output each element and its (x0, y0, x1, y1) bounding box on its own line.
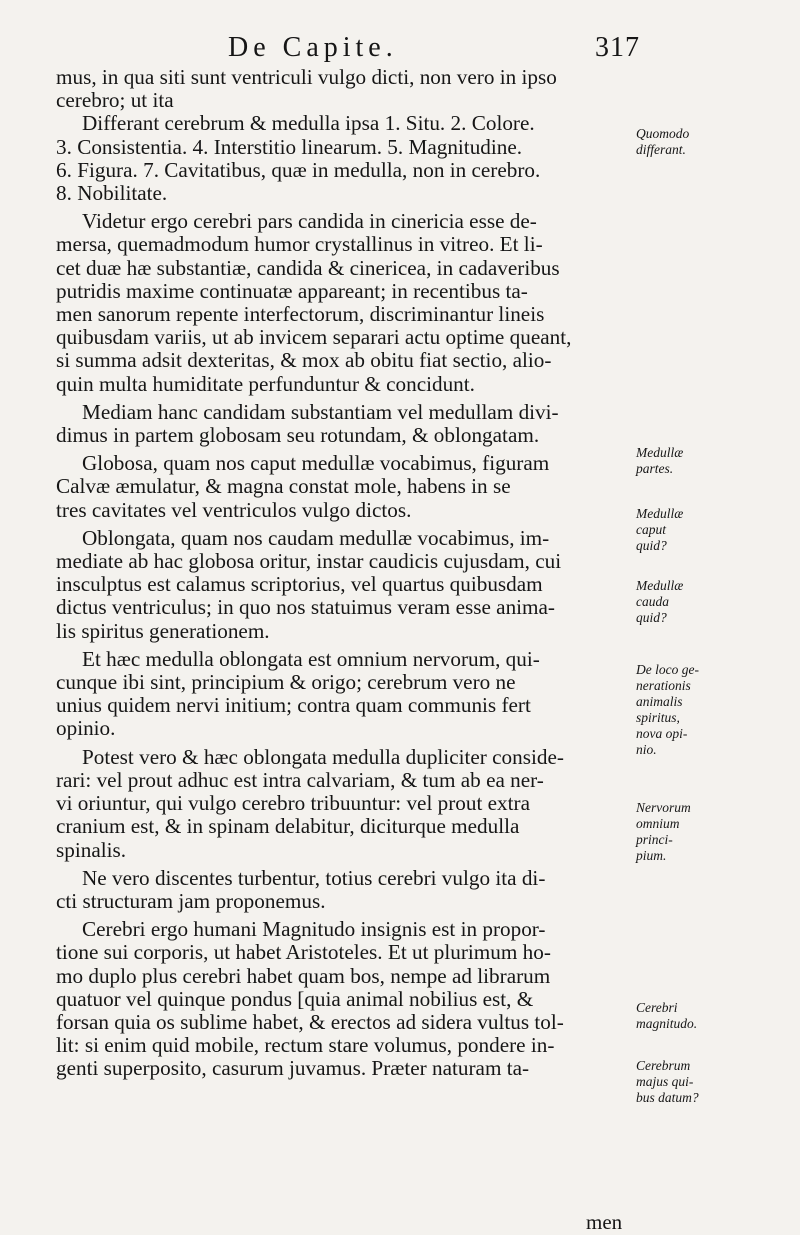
text-line: Oblongata, quam nos caudam medullæ vocabimus, im- (82, 526, 550, 550)
text-line: lis spiritus generationem. (56, 619, 270, 643)
marginal-note: Medullæ cauda quid? (636, 578, 684, 625)
marginal-note: Cerebri magnitudo. (636, 1000, 698, 1031)
catchword: men (586, 1210, 623, 1234)
text-line: mersa, quemadmodum humor crystallinus in vitreo. Et li- (56, 233, 543, 257)
text-line: cunque ibi sint, principium & origo; cerebrum vero ne (56, 671, 516, 695)
text-line: dimus in partem globosam seu rotundam, & oblongatam. (56, 424, 540, 448)
text-line: cerebro; ut ita (56, 89, 174, 113)
running-title: De Capite. (228, 32, 398, 63)
text-line: dictus ventriculus; in quo nos statuimus veram esse anima- (56, 596, 555, 620)
text-line: mediate ab hac globosa oritur, instar caudicis cujusdam, cui (56, 550, 562, 574)
marginal-note: Medullæ partes. (636, 445, 684, 476)
page-number: 317 (595, 32, 640, 63)
marginal-note: Nervorum omnium princi- pium. (636, 800, 691, 863)
text-line: 3. Consistentia. 4. Interstitio linearum. 5. Magnitudine. (56, 135, 523, 159)
text-line: cranium est, & in spinam delabitur, diciturque medulla (56, 815, 520, 839)
text-line: opinio. (56, 717, 116, 741)
text-line: cet duæ hæ substantiæ, candida & cinericea, in cadaveribus (56, 256, 560, 280)
text-line: Ne vero discentes turbentur, totius cerebri vulgo ita di- (82, 866, 546, 890)
text-line: Mediam hanc candidam substantiam vel medullam divi- (82, 400, 559, 424)
marginal-note: Quomodo differant. (636, 126, 690, 157)
text-line: genti superposito, casurum juvamus. Præter naturam ta- (56, 1057, 530, 1081)
text-line: 8. Nobilitate. (56, 182, 168, 206)
text-line: putridis maxime continuatæ appareant; in recentibus ta- (56, 279, 528, 303)
text-line: Et hæc medulla oblongata est omnium nervorum, qui- (82, 647, 540, 671)
running-header (228, 32, 640, 64)
text-line: rari: vel prout adhuc est intra calvariam, & tum ab ea ner- (56, 768, 544, 792)
text-line: Calvæ æmulatur, & magna constat mole, habens in se (56, 475, 511, 499)
text-line: Globosa, quam nos caput medullæ vocabimus, figuram (82, 452, 550, 476)
text-line: tione sui corporis, ut habet Aristoteles. Et ut plurimum ho- (56, 941, 551, 965)
marginal-note: Cerebrum majus qui- bus datum? (636, 1058, 699, 1105)
text-line: 6. Figura. 7. Cavitatibus, quæ in medulla, non in cerebro. (56, 158, 541, 182)
text-line: mo duplo plus cerebri habet quam bos, nempe ad librarum (56, 964, 551, 988)
text-line: Potest vero & hæc oblongata medulla dupliciter conside- (82, 745, 564, 769)
text-line: Cerebri ergo humani Magnitudo insignis est in propor- (82, 918, 546, 942)
body-text (56, 66, 628, 1081)
text-line: Videtur ergo cerebri pars candida in cinericia esse de- (82, 210, 537, 234)
text-line: men sanorum repente interfectorum, discriminantur lineis (56, 303, 545, 327)
text-line: quatuor vel quinque pondus [quia animal nobilius est, & (56, 987, 534, 1011)
text-line: cti structuram jam proponemus. (56, 889, 326, 913)
text-line: spinalis. (56, 838, 127, 862)
text-line: si summa adsit dexteritas, & mox ab obitu fiat sectio, alio- (56, 349, 552, 373)
text-line: mus, in qua siti sunt ventriculi vulgo dicti, non vero in ipso (56, 66, 557, 89)
text-line: quibusdam variis, ut ab invicem separari actu optime queant, (56, 326, 572, 350)
text-line: lit: si enim quid mobile, rectum stare volumus, pondere in- (56, 1034, 555, 1058)
text-line: unius quidem nervi initium; contra quam communis fert (56, 694, 531, 718)
text-line: forsan quia os sublime habet, & erectos ad sidera vultus tol- (56, 1010, 564, 1034)
text-line: insculptus est calamus scriptorius, vel quartus quibusdam (56, 573, 543, 597)
text-line: Differant cerebrum & medulla ipsa 1. Situ. 2. Colore. (82, 112, 535, 136)
marginal-note: De loco ge- nerationis animalis spiritus, nova opi- nio. (636, 662, 699, 757)
text-line: quin multa humiditate perfunduntur & concidunt. (56, 372, 475, 396)
text-line: tres cavitates vel ventriculos vulgo dictos. (56, 498, 412, 522)
marginal-note: Medullæ caput quid? (636, 506, 684, 553)
text-line: vi oriuntur, qui vulgo cerebro tribuuntur: vel prout extra (56, 792, 530, 816)
